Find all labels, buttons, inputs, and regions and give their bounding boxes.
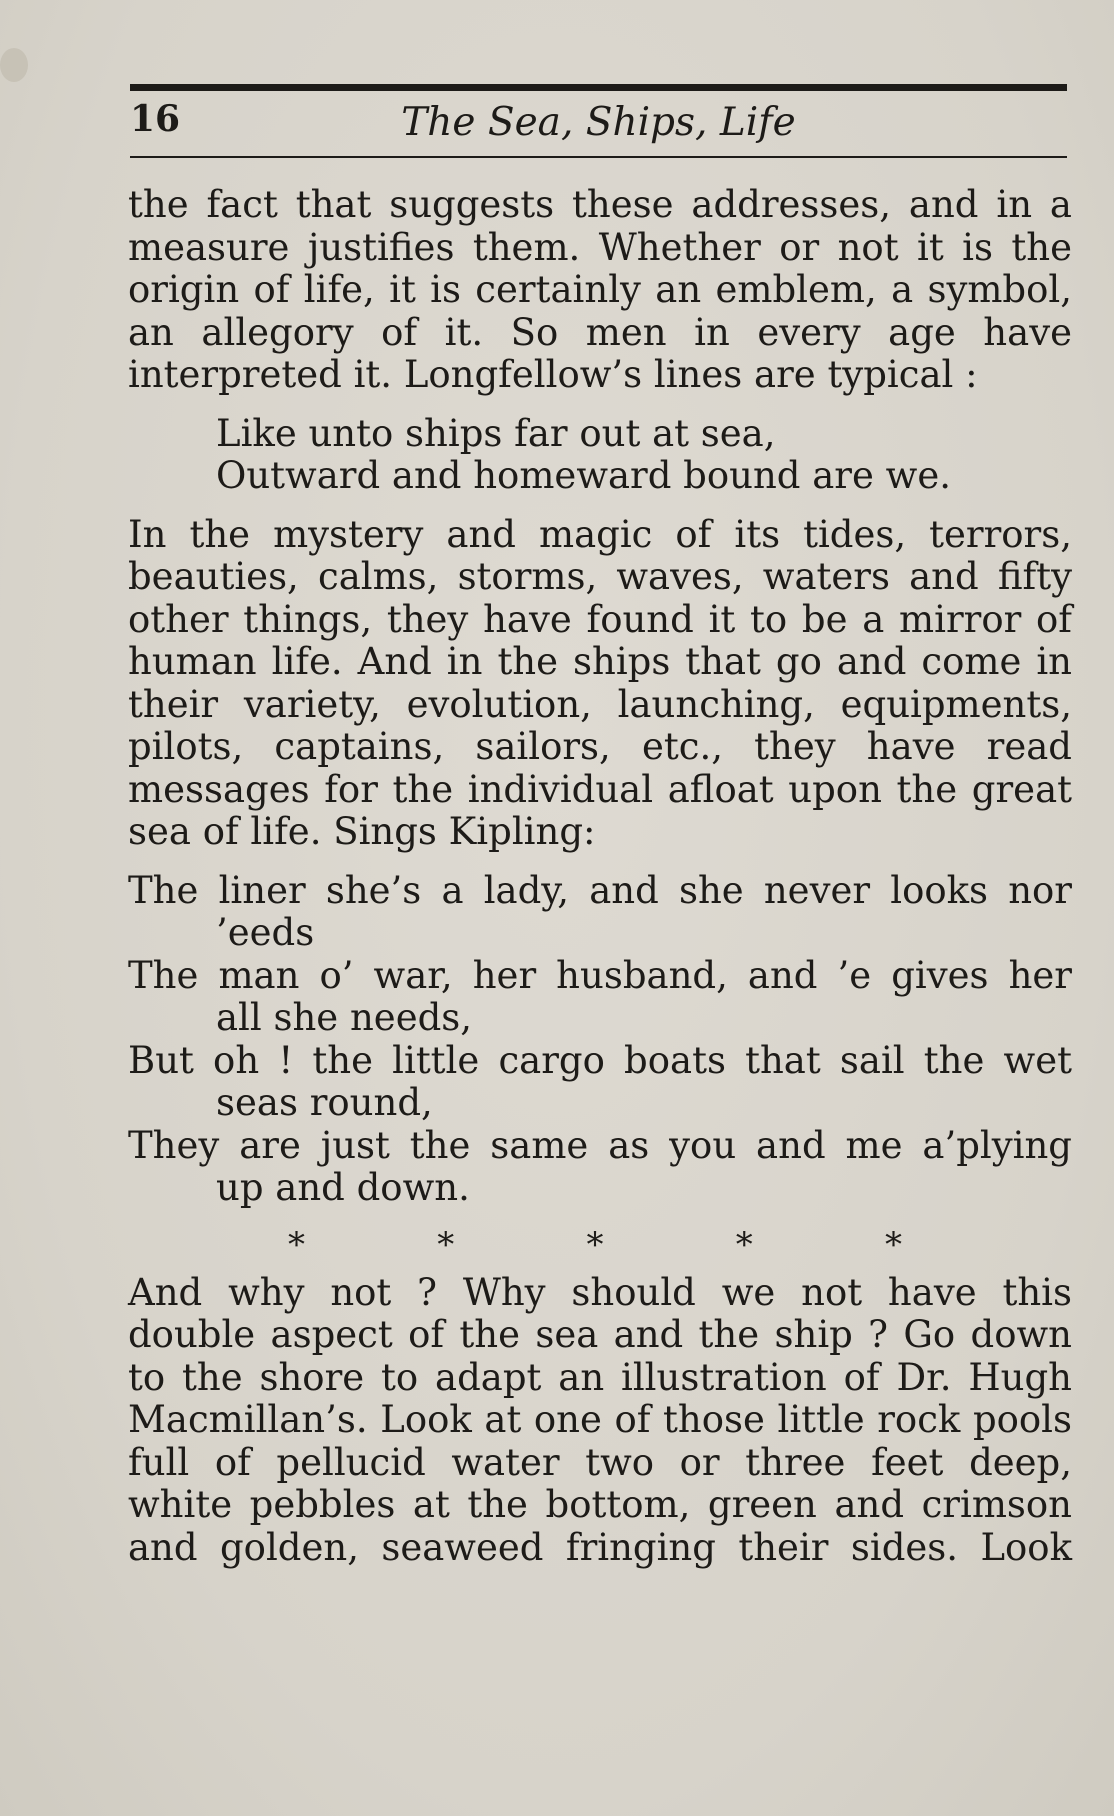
paragraph-2-last-line: great sea of life. Sings Kipling: bbox=[128, 767, 1072, 853]
verse-line: But oh ! the little cargo boats that sail the wet bbox=[128, 1038, 1072, 1082]
asterisk: * bbox=[735, 1224, 753, 1265]
page-body bbox=[128, 184, 1072, 1569]
verse-line: The man o’ war, her husband, and ’e gives her bbox=[128, 953, 1072, 997]
kipling-verse bbox=[128, 870, 1072, 1210]
section-break bbox=[288, 1224, 902, 1266]
longfellow-quote bbox=[216, 413, 1072, 498]
verse-continuation: up and down. bbox=[216, 1166, 470, 1209]
paragraph-1-body: the fact that suggests these addresses, and in a measure justifies them. Whether or not it is the origin of life, it is certainly an emblem, a symbol, an allegory of it. So men in every age have bbox=[128, 183, 1072, 354]
paragraph-2-body: In the mystery and magic of its tides, terrors, beauties, calms, storms, waves, waters and fifty other things, they have found it to be a mirror of human life. And in the ships that go and come in their variety, evolution, launching, equipments, pilots, captains, sailors, etc., they have read messages for the individual afloat upon the bbox=[128, 512, 1072, 811]
asterisk: * bbox=[586, 1224, 604, 1265]
verse-continuation: seas round, bbox=[216, 1081, 433, 1124]
running-title: The Sea, Ships, Life bbox=[401, 100, 796, 145]
verse-continuation: ’eeds bbox=[216, 911, 315, 954]
asterisk: * bbox=[437, 1224, 455, 1265]
page-edge-spot bbox=[0, 48, 28, 82]
asterisk: * bbox=[288, 1224, 305, 1265]
paragraph-1-last-line: interpreted it. Longfellow’s lines are typical : bbox=[128, 353, 978, 396]
page-number: 16 bbox=[130, 98, 181, 140]
asterisk: * bbox=[885, 1224, 902, 1265]
paragraph-2 bbox=[128, 514, 1072, 854]
verse-line: The liner she’s a lady, and she never looks nor bbox=[128, 868, 1072, 912]
verse-line: They are just the same as you and me a’plying bbox=[128, 1123, 1072, 1167]
quote-line: Outward and homeward bound are we. bbox=[216, 454, 951, 497]
paragraph-1 bbox=[128, 184, 1072, 397]
verse-continuation: all she needs, bbox=[216, 996, 473, 1039]
quote-line: Like unto ships far out at sea, bbox=[216, 411, 776, 455]
paragraph-3-body: And why not ? Why should we not have this double aspect of the sea and the ship ? Go down to the shore to adapt an illustration of Dr. Hugh Macmillan’s. Look at one of those little rock pools full of pellucid water two or three feet deep, white pebbles at the bottom, green and crimson and golden, seaweed fringing their sides. Look bbox=[128, 1270, 1072, 1569]
paragraph-3 bbox=[128, 1272, 1072, 1570]
page-header bbox=[130, 84, 1067, 158]
